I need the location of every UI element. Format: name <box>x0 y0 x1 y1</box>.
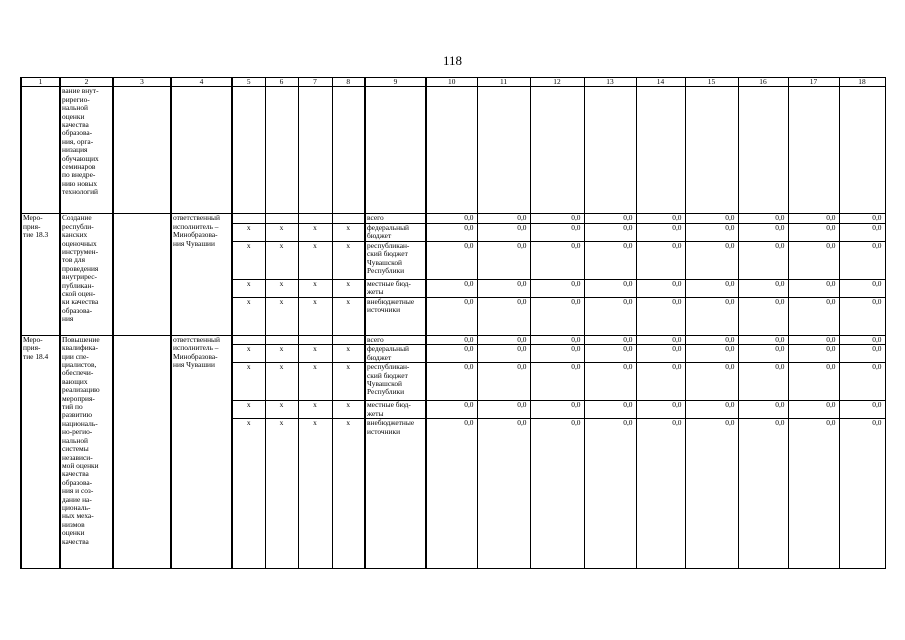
funding-value: 0,0 <box>584 241 636 279</box>
funding-value: 0,0 <box>685 363 738 401</box>
empty-cell <box>365 87 426 214</box>
funding-value: 0,0 <box>788 363 839 401</box>
funding-value: 0,0 <box>636 279 685 297</box>
empty-cell <box>530 87 584 214</box>
column-number-9: 9 <box>365 78 426 87</box>
budget-code: х <box>298 297 332 335</box>
empty-cell <box>113 87 171 214</box>
funding-value: 0,0 <box>530 279 584 297</box>
budget-code: х <box>232 223 265 241</box>
funding-value: 0,0 <box>530 214 584 223</box>
budget-code: х <box>265 241 298 279</box>
budget-code: х <box>332 223 365 241</box>
budget-code: х <box>298 279 332 297</box>
funding-value: 0,0 <box>584 214 636 223</box>
budget-code: х <box>265 363 298 401</box>
budget-code <box>298 335 332 344</box>
budget-code: х <box>298 223 332 241</box>
page-number: 118 <box>442 53 463 68</box>
activity-name: Повышение квалифика- ции спе- циалистов, обеспечи- вающих реализацию мероприя- тий по развитию националь- но-регио- нальной системы независи- мой оценки качества образова- ния и соз- дание на- циональ- ных меха- низмов оценки качества <box>60 335 113 568</box>
funding-value: 0,0 <box>477 335 530 344</box>
empty-cell <box>21 87 60 214</box>
funding-value: 0,0 <box>788 345 839 363</box>
funding-value: 0,0 <box>584 401 636 419</box>
funding-value: 0,0 <box>584 297 636 335</box>
column-number-14: 14 <box>636 78 685 87</box>
funding-value: 0,0 <box>426 345 477 363</box>
funding-value: 0,0 <box>426 297 477 335</box>
column-number-13: 13 <box>584 78 636 87</box>
funding-value: 0,0 <box>839 419 885 569</box>
budget-code: х <box>232 241 265 279</box>
funding-value: 0,0 <box>477 401 530 419</box>
funding-value: 0,0 <box>839 241 885 279</box>
funding-value: 0,0 <box>685 345 738 363</box>
funding-value: 0,0 <box>788 241 839 279</box>
funding-value: 0,0 <box>636 223 685 241</box>
funding-value: 0,0 <box>788 223 839 241</box>
budget-code: х <box>332 345 365 363</box>
funding-value: 0,0 <box>636 419 685 569</box>
budget-code: х <box>298 363 332 401</box>
funding-value: 0,0 <box>839 297 885 335</box>
funding-value: 0,0 <box>738 297 788 335</box>
funding-value: 0,0 <box>530 241 584 279</box>
funding-value: 0,0 <box>530 345 584 363</box>
funding-value: 0,0 <box>426 335 477 344</box>
column-number-16: 16 <box>738 78 788 87</box>
funding-value: 0,0 <box>636 363 685 401</box>
budget-code: х <box>232 345 265 363</box>
budget-code: х <box>232 419 265 569</box>
funding-value: 0,0 <box>584 419 636 569</box>
funding-value: 0,0 <box>530 297 584 335</box>
column-number-6: 6 <box>265 78 298 87</box>
funding-value: 0,0 <box>584 223 636 241</box>
funding-value: 0,0 <box>426 241 477 279</box>
funding-value: 0,0 <box>426 223 477 241</box>
funding-value: 0,0 <box>738 345 788 363</box>
column-number-17: 17 <box>788 78 839 87</box>
funding-value: 0,0 <box>477 214 530 223</box>
funding-value: 0,0 <box>477 297 530 335</box>
column-number-12: 12 <box>530 78 584 87</box>
funding-row <box>21 214 885 223</box>
funding-value: 0,0 <box>839 401 885 419</box>
empty-cell <box>636 87 685 214</box>
budget-code: х <box>265 297 298 335</box>
funding-value: 0,0 <box>477 363 530 401</box>
funding-source: республикан- ский бюджет Чувашской Республики <box>365 363 426 401</box>
budget-code <box>232 335 265 344</box>
funding-value: 0,0 <box>584 363 636 401</box>
activity-name: Создание республи- канских оценочных инструмен- тов для проведения внутрирес- публикан- ской оцен- ки качества образова- ния <box>60 214 113 335</box>
funding-value: 0,0 <box>738 223 788 241</box>
funding-source: федеральный бюджет <box>365 345 426 363</box>
funding-value: 0,0 <box>636 401 685 419</box>
budget-code: х <box>232 363 265 401</box>
budget-code: х <box>332 363 365 401</box>
continuation-row <box>21 87 885 214</box>
funding-value: 0,0 <box>584 335 636 344</box>
budget-code: х <box>332 419 365 569</box>
funding-value: 0,0 <box>477 419 530 569</box>
column-number-4: 4 <box>171 78 232 87</box>
funding-value: 0,0 <box>530 223 584 241</box>
funding-value: 0,0 <box>839 214 885 223</box>
funding-source: всего <box>365 335 426 344</box>
program-table <box>20 77 886 569</box>
funding-value: 0,0 <box>426 419 477 569</box>
funding-value: 0,0 <box>530 419 584 569</box>
budget-code: х <box>298 419 332 569</box>
empty-cell <box>332 87 365 214</box>
column-number-18: 18 <box>839 78 885 87</box>
funding-source: местные бюд- жеты <box>365 279 426 297</box>
funding-value: 0,0 <box>839 363 885 401</box>
budget-code: х <box>265 401 298 419</box>
funding-value: 0,0 <box>788 279 839 297</box>
funding-value: 0,0 <box>788 297 839 335</box>
budget-code: х <box>298 241 332 279</box>
empty-cell <box>584 87 636 214</box>
funding-value: 0,0 <box>426 214 477 223</box>
budget-code <box>265 335 298 344</box>
budget-code: х <box>298 345 332 363</box>
budget-code <box>232 214 265 223</box>
funding-value: 0,0 <box>685 241 738 279</box>
column-number-10: 10 <box>426 78 477 87</box>
funding-value: 0,0 <box>738 363 788 401</box>
empty-cell <box>113 214 171 335</box>
budget-code: х <box>265 223 298 241</box>
empty-cell <box>738 87 788 214</box>
activity-label: Меро- прия- тие 18.3 <box>21 214 60 335</box>
budget-code <box>265 214 298 223</box>
funding-value: 0,0 <box>839 335 885 344</box>
funding-value: 0,0 <box>477 241 530 279</box>
column-number-7: 7 <box>298 78 332 87</box>
empty-cell <box>265 87 298 214</box>
budget-code: х <box>298 401 332 419</box>
column-number-2: 2 <box>60 78 113 87</box>
funding-value: 0,0 <box>530 363 584 401</box>
budget-code: х <box>332 297 365 335</box>
empty-cell <box>788 87 839 214</box>
funding-value: 0,0 <box>584 345 636 363</box>
empty-cell <box>298 87 332 214</box>
budget-code <box>332 214 365 223</box>
budget-code: х <box>332 279 365 297</box>
funding-value: 0,0 <box>426 401 477 419</box>
funding-value: 0,0 <box>738 241 788 279</box>
column-number-11: 11 <box>477 78 530 87</box>
executor: ответственный исполнитель – Минобразова- ния Чувашии <box>171 335 232 568</box>
empty-cell <box>232 87 265 214</box>
budget-code: х <box>332 241 365 279</box>
budget-code: х <box>232 297 265 335</box>
empty-cell <box>426 87 477 214</box>
budget-code: х <box>265 419 298 569</box>
funding-value: 0,0 <box>426 279 477 297</box>
funding-value: 0,0 <box>839 279 885 297</box>
funding-value: 0,0 <box>584 279 636 297</box>
empty-cell <box>477 87 530 214</box>
continued-activity-name: вание внут- рирегио- нальной оценки качества образова- ния, орга- низация обучающих семинаров по внедре- нию новых технологий <box>60 87 113 214</box>
budget-code: х <box>265 279 298 297</box>
funding-value: 0,0 <box>685 297 738 335</box>
funding-value: 0,0 <box>738 279 788 297</box>
funding-value: 0,0 <box>685 401 738 419</box>
funding-value: 0,0 <box>636 297 685 335</box>
table-body <box>21 87 885 569</box>
funding-value: 0,0 <box>530 335 584 344</box>
column-number-3: 3 <box>113 78 171 87</box>
funding-value: 0,0 <box>685 223 738 241</box>
funding-value: 0,0 <box>738 419 788 569</box>
empty-cell <box>171 87 232 214</box>
funding-value: 0,0 <box>477 223 530 241</box>
column-number-1: 1 <box>21 78 60 87</box>
column-number-row <box>21 78 885 87</box>
funding-value: 0,0 <box>738 214 788 223</box>
budget-code: х <box>265 345 298 363</box>
budget-code: х <box>232 279 265 297</box>
funding-source: федеральный бюджет <box>365 223 426 241</box>
funding-value: 0,0 <box>788 419 839 569</box>
funding-source: местные бюд- жеты <box>365 401 426 419</box>
budget-code <box>298 214 332 223</box>
funding-value: 0,0 <box>636 345 685 363</box>
funding-value: 0,0 <box>477 345 530 363</box>
funding-value: 0,0 <box>685 419 738 569</box>
funding-source: внебюджетные источники <box>365 419 426 569</box>
budget-code: х <box>232 401 265 419</box>
activity-label: Меро- прия- тие 18.4 <box>21 335 60 568</box>
executor: ответственный исполнитель – Минобразова- ния Чувашии <box>171 214 232 335</box>
empty-cell <box>113 335 171 568</box>
funding-value: 0,0 <box>738 335 788 344</box>
budget-code: х <box>332 401 365 419</box>
column-number-5: 5 <box>232 78 265 87</box>
funding-value: 0,0 <box>738 401 788 419</box>
budget-code <box>332 335 365 344</box>
funding-source: внебюджетные источники <box>365 297 426 335</box>
funding-value: 0,0 <box>788 335 839 344</box>
funding-value: 0,0 <box>426 363 477 401</box>
funding-source: республикан- ский бюджет Чувашской Республики <box>365 241 426 279</box>
column-number-8: 8 <box>332 78 365 87</box>
funding-value: 0,0 <box>685 214 738 223</box>
funding-value: 0,0 <box>636 241 685 279</box>
funding-row <box>21 335 885 344</box>
funding-value: 0,0 <box>839 345 885 363</box>
funding-value: 0,0 <box>636 335 685 344</box>
empty-cell <box>839 87 885 214</box>
funding-value: 0,0 <box>685 279 738 297</box>
funding-value: 0,0 <box>530 401 584 419</box>
funding-value: 0,0 <box>788 401 839 419</box>
empty-cell <box>685 87 738 214</box>
funding-value: 0,0 <box>839 223 885 241</box>
column-number-15: 15 <box>685 78 738 87</box>
funding-value: 0,0 <box>685 335 738 344</box>
funding-source: всего <box>365 214 426 223</box>
funding-value: 0,0 <box>636 214 685 223</box>
funding-value: 0,0 <box>477 279 530 297</box>
funding-value: 0,0 <box>788 214 839 223</box>
